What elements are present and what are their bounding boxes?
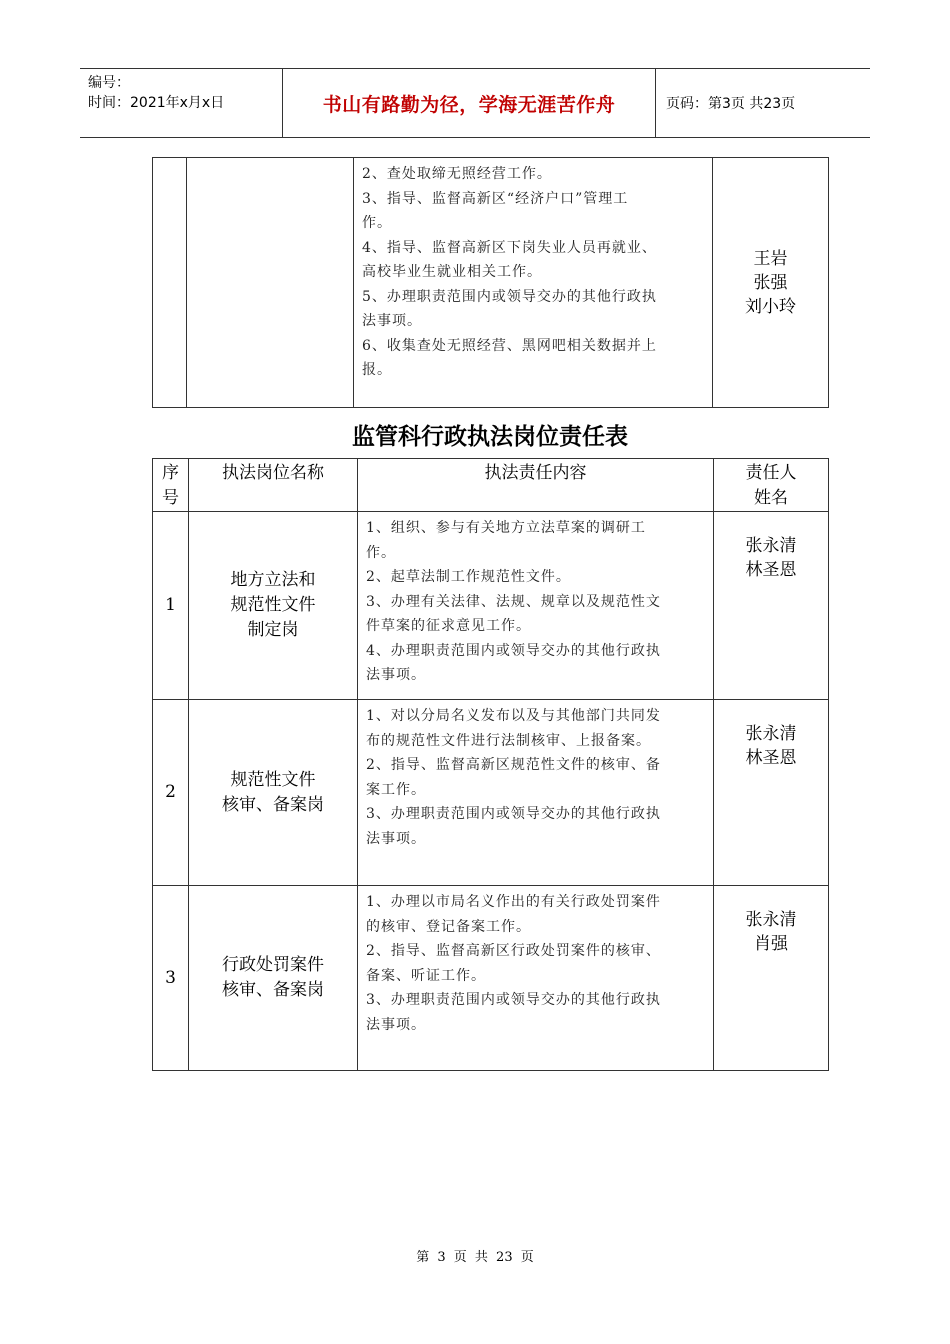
header-meta [88,73,224,113]
document-number-label: 编号： [88,75,130,91]
header-content: 执法责任内容 [358,459,714,512]
duty-line: 法事项。 [362,313,422,329]
person-name: 刘小玲 [745,296,796,317]
continued-table [152,157,829,408]
post-name-cell [189,886,358,1071]
table-header-row [153,459,829,512]
person-name: 林圣恩 [745,560,797,580]
person-name: 张永清 [745,910,797,930]
duty-line: 3、办理职责范围内或领导交办的其他行政执 [366,806,661,822]
post-name-line: 行政处罚案件 [222,955,324,975]
table-row [153,700,829,886]
page-header [80,68,870,138]
post-cell [187,158,354,408]
header-motto: 书山有路勤为径，学海无涯苦作舟 [322,93,616,116]
post-name-line: 地方立法和 [230,570,316,590]
header-divider [655,69,656,137]
duty-line: 报。 [362,362,392,378]
person-name: 张永清 [745,536,797,556]
duty-line: 3、办理有关法律、法规、规章以及规范性文 [366,593,661,610]
header-page-number: 页码：第3页 共23页 [666,96,796,112]
duty-line: 高校毕业生就业相关工作。 [362,264,542,280]
duty-line: 2、查处取缔无照经营工作。 [362,166,552,182]
duty-content-cell [354,158,713,408]
duty-line: 4、办理职责范围内或领导交办的其他行政执 [366,642,661,659]
duty-line: 法事项。 [366,1016,426,1033]
duty-line: 5、办理职责范围内或领导交办的其他行政执 [362,288,657,305]
responsible-persons-cell [713,158,829,408]
duty-line: 案工作。 [366,781,426,798]
page-footer: 第 3 页 共 23 页 [416,1250,534,1265]
post-name-line: 核审、备案岗 [222,794,324,815]
post-name-cell [189,700,358,886]
duty-line: 法事项。 [366,667,426,683]
duty-line: 备案、听证工作。 [366,967,486,984]
responsibility-table [152,458,829,1071]
person-name: 王岩 [753,248,788,269]
duty-line: 1、对以分局名义发布以及与其他部门共同发 [366,708,661,724]
seq-cell: 1 [153,512,189,700]
duty-line: 2、指导、监督高新区行政处罚案件的核审、 [366,943,661,959]
duty-line: 3、指导、监督高新区“经济户口”管理工 [362,190,629,207]
person-name: 林圣恩 [745,748,797,768]
seq-cell: 3 [153,886,189,1071]
duty-line: 1、组织、参与有关地方立法草案的调研工 [366,520,646,536]
responsible-persons-cell [714,700,829,886]
header-person-line: 责任人 [745,463,797,483]
duty-content-cell [358,512,714,700]
person-name: 张强 [753,272,788,293]
header-person-line: 姓名 [754,488,788,508]
post-name-line: 规范性文件 [230,595,316,615]
duty-line: 件草案的征求意见工作。 [366,618,531,634]
duty-line: 作。 [362,215,392,231]
duty-line: 布的规范性文件进行法制核审、上报备案。 [366,732,651,749]
table-row [153,512,829,700]
duty-line: 作。 [366,544,396,561]
header-post: 执法岗位名称 [189,459,358,512]
person-name: 张永清 [745,724,797,744]
header-seq [153,459,189,512]
duty-line: 2、指导、监督高新区规范性文件的核审、备 [366,757,661,773]
duty-line: 的核审、登记备案工作。 [366,918,531,935]
responsible-persons-cell [714,886,829,1071]
post-name-line: 制定岗 [247,620,299,640]
seq-cell [153,158,187,408]
duty-content-cell [358,700,714,886]
duty-content-cell [358,886,714,1071]
duty-line: 法事项。 [366,830,426,847]
table-title: 监管科行政执法岗位责任表 [352,424,628,450]
duty-line: 3、办理职责范围内或领导交办的其他行政执 [366,992,661,1008]
seq-cell: 2 [153,700,189,886]
responsible-persons-cell [714,512,829,700]
header-seq-line: 号 [162,488,179,508]
document-time-label: 时间：2021年x月x日 [88,95,225,111]
header-person [714,459,829,512]
header-seq-line: 序 [162,463,179,483]
duty-line: 6、收集查处无照经营、黑网吧相关数据并上 [362,337,657,354]
post-name-line: 核审、备案岗 [222,980,324,1000]
duty-line: 2、起草法制工作规范性文件。 [366,569,571,585]
post-name-line: 规范性文件 [230,769,316,790]
table-row [153,886,829,1071]
duty-line: 4、指导、监督高新区下岗失业人员再就业、 [362,239,657,256]
person-name: 肖强 [754,934,788,954]
post-name-cell [189,512,358,700]
duty-line: 1、办理以市局名义作出的有关行政处罚案件 [366,894,661,910]
